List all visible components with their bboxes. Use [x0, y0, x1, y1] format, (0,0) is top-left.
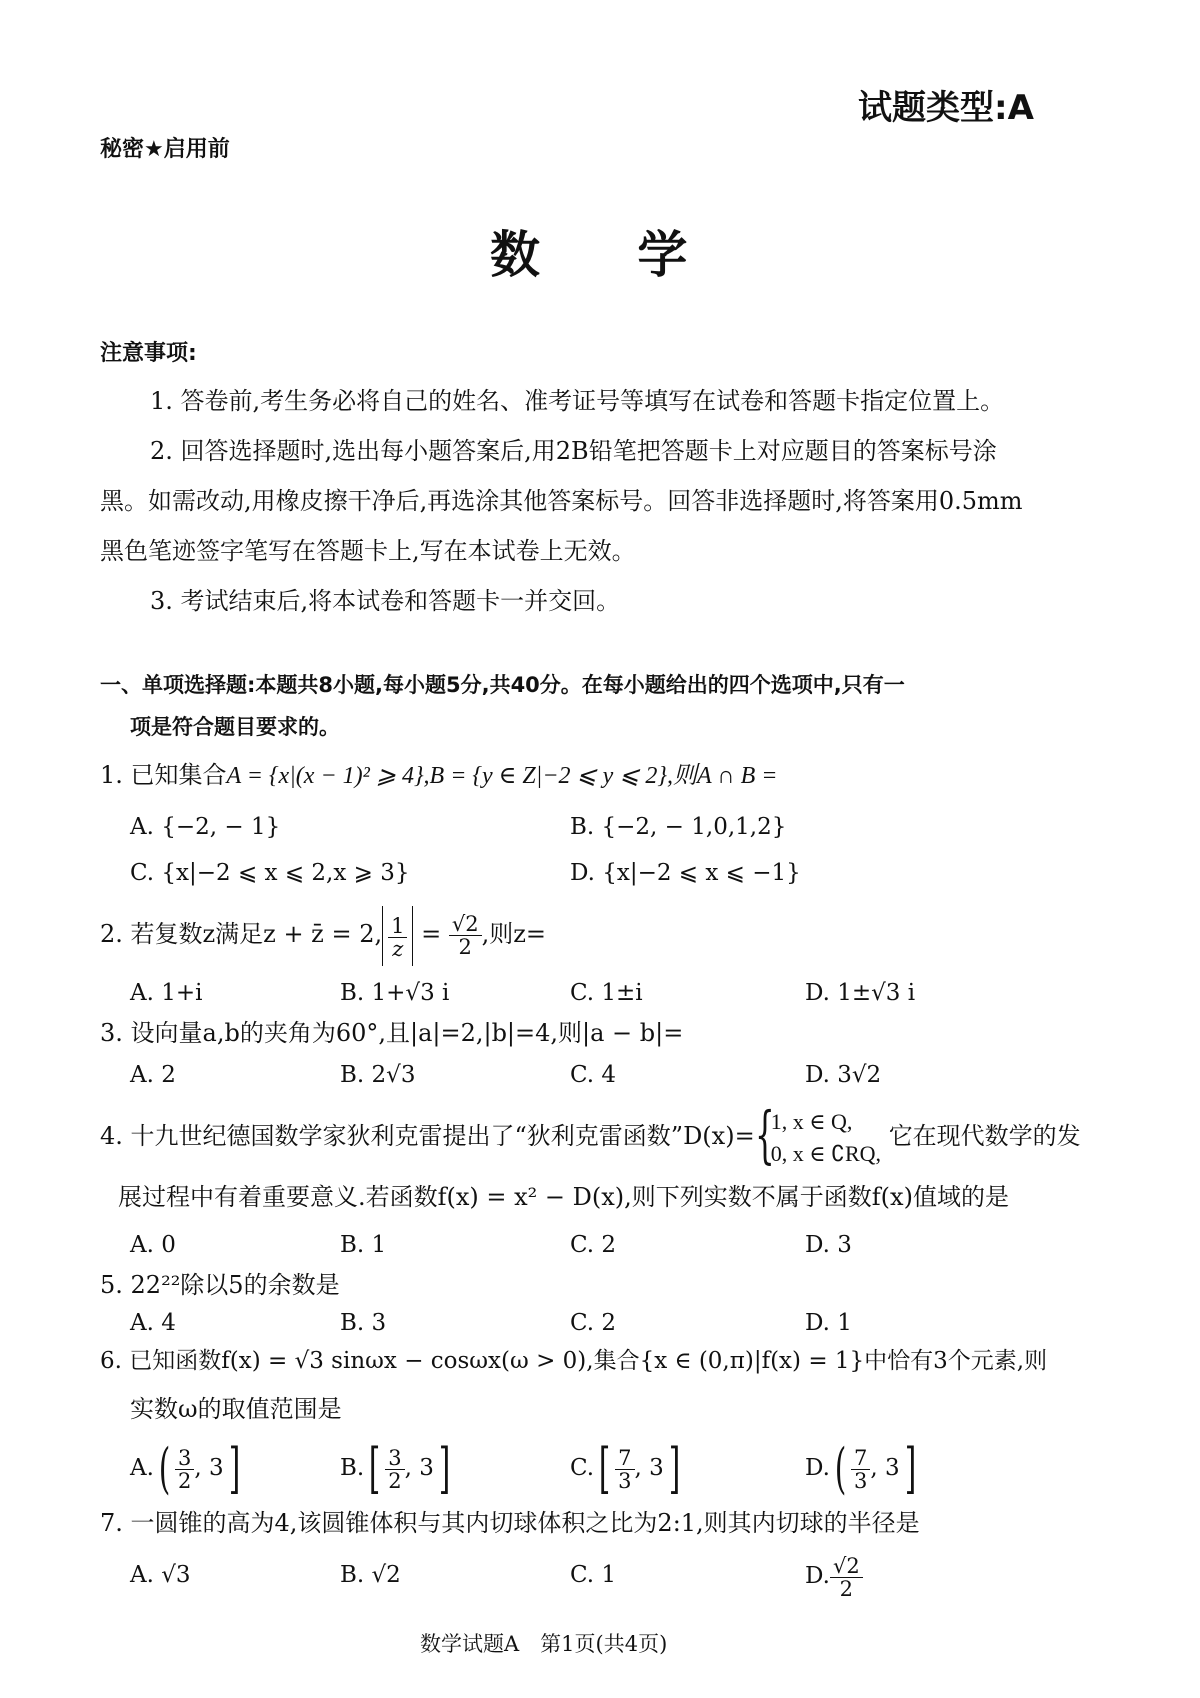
option-rest: , 3 [870, 1455, 900, 1481]
option-rest: , 3 [634, 1455, 664, 1481]
question-3-option-d: D. 3√2 [805, 1062, 882, 1088]
notes-heading: 注意事项: [100, 341, 197, 366]
frac-num: √2 [830, 1555, 863, 1578]
question-1-stem-text: 1. 已知集合 [100, 761, 227, 789]
question-2-stem-text: 2. 若复数z满足z + z̄ = 2, [100, 920, 383, 948]
question-2-option-d: D. 1±√3 i [805, 980, 916, 1006]
option-label: C. [570, 1455, 595, 1481]
question-5-stem: 5. 22²²除以5的余数是 [100, 1271, 340, 1299]
note-item-2-line-2: 黑。如需改动,用橡皮擦干净后,再选涂其他答案标号。回答非选择题时,将答案用0.5mm [100, 487, 1023, 515]
question-2-frac2-num: √2 [449, 913, 482, 936]
question-3-option-c: C. 4 [570, 1062, 617, 1088]
question-4-case-2: 0, x ∈ ∁RQ, [770, 1140, 882, 1166]
question-1-stem [100, 760, 777, 791]
frac-den: 2 [839, 1576, 853, 1601]
confidential-label: 秘密★启用前 [100, 137, 230, 162]
question-3-option-a: A. 2 [130, 1062, 176, 1088]
open-paren-icon: ( [834, 1437, 847, 1500]
question-2-equals: = [413, 920, 449, 948]
close-bracket-icon: ] [228, 1437, 240, 1500]
close-bracket-icon: ] [668, 1437, 681, 1500]
frac-den: 2 [178, 1468, 192, 1493]
open-bracket-icon: [ [368, 1437, 381, 1500]
question-4-option-d: D. 3 [805, 1232, 852, 1258]
option-label: A. [130, 1455, 154, 1481]
question-5-option-a: A. 4 [130, 1310, 176, 1336]
section-heading-line-1: 一、单项选择题:本题共8小题,每小题5分,共40分。在每小题给出的四个选项中,只有一 [100, 673, 905, 697]
question-5-option-c: C. 2 [570, 1310, 617, 1336]
close-bracket-icon: ] [904, 1437, 916, 1500]
question-2-stem [100, 904, 546, 966]
frac-num: 7 [851, 1447, 870, 1470]
note-item-2-line-1: 2. 回答选择题时,选出每小题答案后,用2B铅笔把答题卡上对应题目的答案标号涂 [150, 437, 997, 465]
question-4-stem-continue: 它在现代数学的发 [888, 1122, 1081, 1150]
question-7-option-d [805, 1548, 863, 1604]
question-3-stem: 3. 设向量a,b的夹角为60°,且|a|=2,|b|=4,则|a − b|= [100, 1019, 684, 1047]
question-4-option-b: B. 1 [340, 1232, 387, 1258]
exam-type-label: 试题类型:A [858, 88, 1034, 128]
piecewise-brace-icon: { [754, 1097, 775, 1171]
option-label: D. [805, 1563, 830, 1589]
question-5-option-d: D. 1 [805, 1310, 852, 1336]
frac-num: 3 [175, 1447, 194, 1470]
question-7-option-b: B. √2 [340, 1562, 401, 1588]
question-7-option-a: A. √3 [130, 1562, 191, 1588]
question-6-option-a [130, 1438, 245, 1498]
question-3-option-b: B. 2√3 [340, 1062, 416, 1088]
question-1-option-d: D. {x|−2 ⩽ x ⩽ −1} [570, 860, 801, 886]
frac-den: 2 [388, 1468, 402, 1493]
question-2-option-a: A. 1+i [130, 980, 203, 1006]
question-2-abs-value [382, 906, 413, 966]
question-1-option-b: B. {−2, − 1,0,1,2} [570, 814, 787, 840]
page-footer: 数学试题A 第1页(共4页) [420, 1632, 668, 1656]
option-label: D. [805, 1455, 830, 1481]
question-1-formula: A = {x|(x − 1)² ⩾ 4},B = {y ∈ Z|−2 ⩽ y ⩽ 2},则A ∩ B = [226, 763, 778, 789]
question-2-frac1-num: 1 [388, 915, 407, 938]
question-4-option-c: C. 2 [570, 1232, 617, 1258]
frac-den: 3 [854, 1468, 868, 1493]
question-5-option-b: B. 3 [340, 1310, 387, 1336]
option-rest: , 3 [194, 1455, 224, 1481]
option-label: B. [340, 1455, 365, 1481]
open-bracket-icon: [ [598, 1437, 611, 1500]
question-7-stem: 7. 一圆锥的高为4,该圆锥体积与其内切球体积之比为2:1,则其内切球的半径是 [100, 1509, 920, 1537]
question-2-frac2-den: 2 [458, 935, 472, 959]
question-6-stem-line-1: 6. 已知函数f(x) = √3 sinωx − cosωx(ω > 0),集合{x ∈ (0,π)|f(x) = 1}中恰有3个元素,则 [100, 1348, 1048, 1374]
question-2-option-c: C. 1±i [570, 980, 643, 1006]
frac-den: 3 [618, 1468, 632, 1493]
frac-num: 3 [385, 1447, 404, 1470]
question-4-stem-text: 4. 十九世纪德国数学家狄利克雷提出了“狄利克雷函数”D(x)= [100, 1122, 755, 1150]
note-item-2-line-3: 黑色笔迹签字笔写在答题卡上,写在本试卷上无效。 [100, 537, 636, 565]
note-item-3: 3. 考试结束后,将本试卷和答题卡一并交回。 [150, 587, 621, 615]
question-4-case-1: 1, x ∈ Q, [770, 1108, 853, 1134]
question-2-frac1-den: z [392, 936, 404, 961]
question-6-option-b [340, 1438, 455, 1498]
question-6-stem-line-2: 实数ω的取值范围是 [130, 1395, 342, 1423]
question-4-stem-line-1 [100, 1097, 1081, 1171]
open-paren-icon: ( [158, 1437, 171, 1500]
question-2-option-b: B. 1+√3 i [340, 980, 450, 1006]
question-7-option-c: C. 1 [570, 1562, 617, 1588]
question-2-stem-tail: ,则z= [481, 920, 546, 948]
question-1-option-c: C. {x|−2 ⩽ x ⩽ 2,x ⩾ 3} [130, 860, 410, 886]
note-item-1: 1. 答卷前,考生务必将自己的姓名、准考证号等填写在试卷和答题卡指定位置上。 [150, 387, 1005, 415]
question-4-piecewise [754, 1097, 882, 1171]
question-6-option-d [805, 1438, 921, 1498]
section-heading-line-2: 项是符合题目要求的。 [130, 715, 340, 739]
question-6-option-c [570, 1438, 685, 1498]
option-rest: , 3 [404, 1455, 434, 1481]
question-4-option-a: A. 0 [130, 1232, 176, 1258]
close-bracket-icon: ] [438, 1437, 451, 1500]
frac-num: 7 [615, 1447, 634, 1470]
question-4-stem-line-2: 展过程中有着重要意义.若函数f(x) = x² − D(x),则下列实数不属于函数f(x)值域的是 [118, 1183, 1009, 1211]
question-1-option-a: A. {−2, − 1} [130, 814, 281, 840]
subject-title: 数 学 [490, 226, 728, 284]
